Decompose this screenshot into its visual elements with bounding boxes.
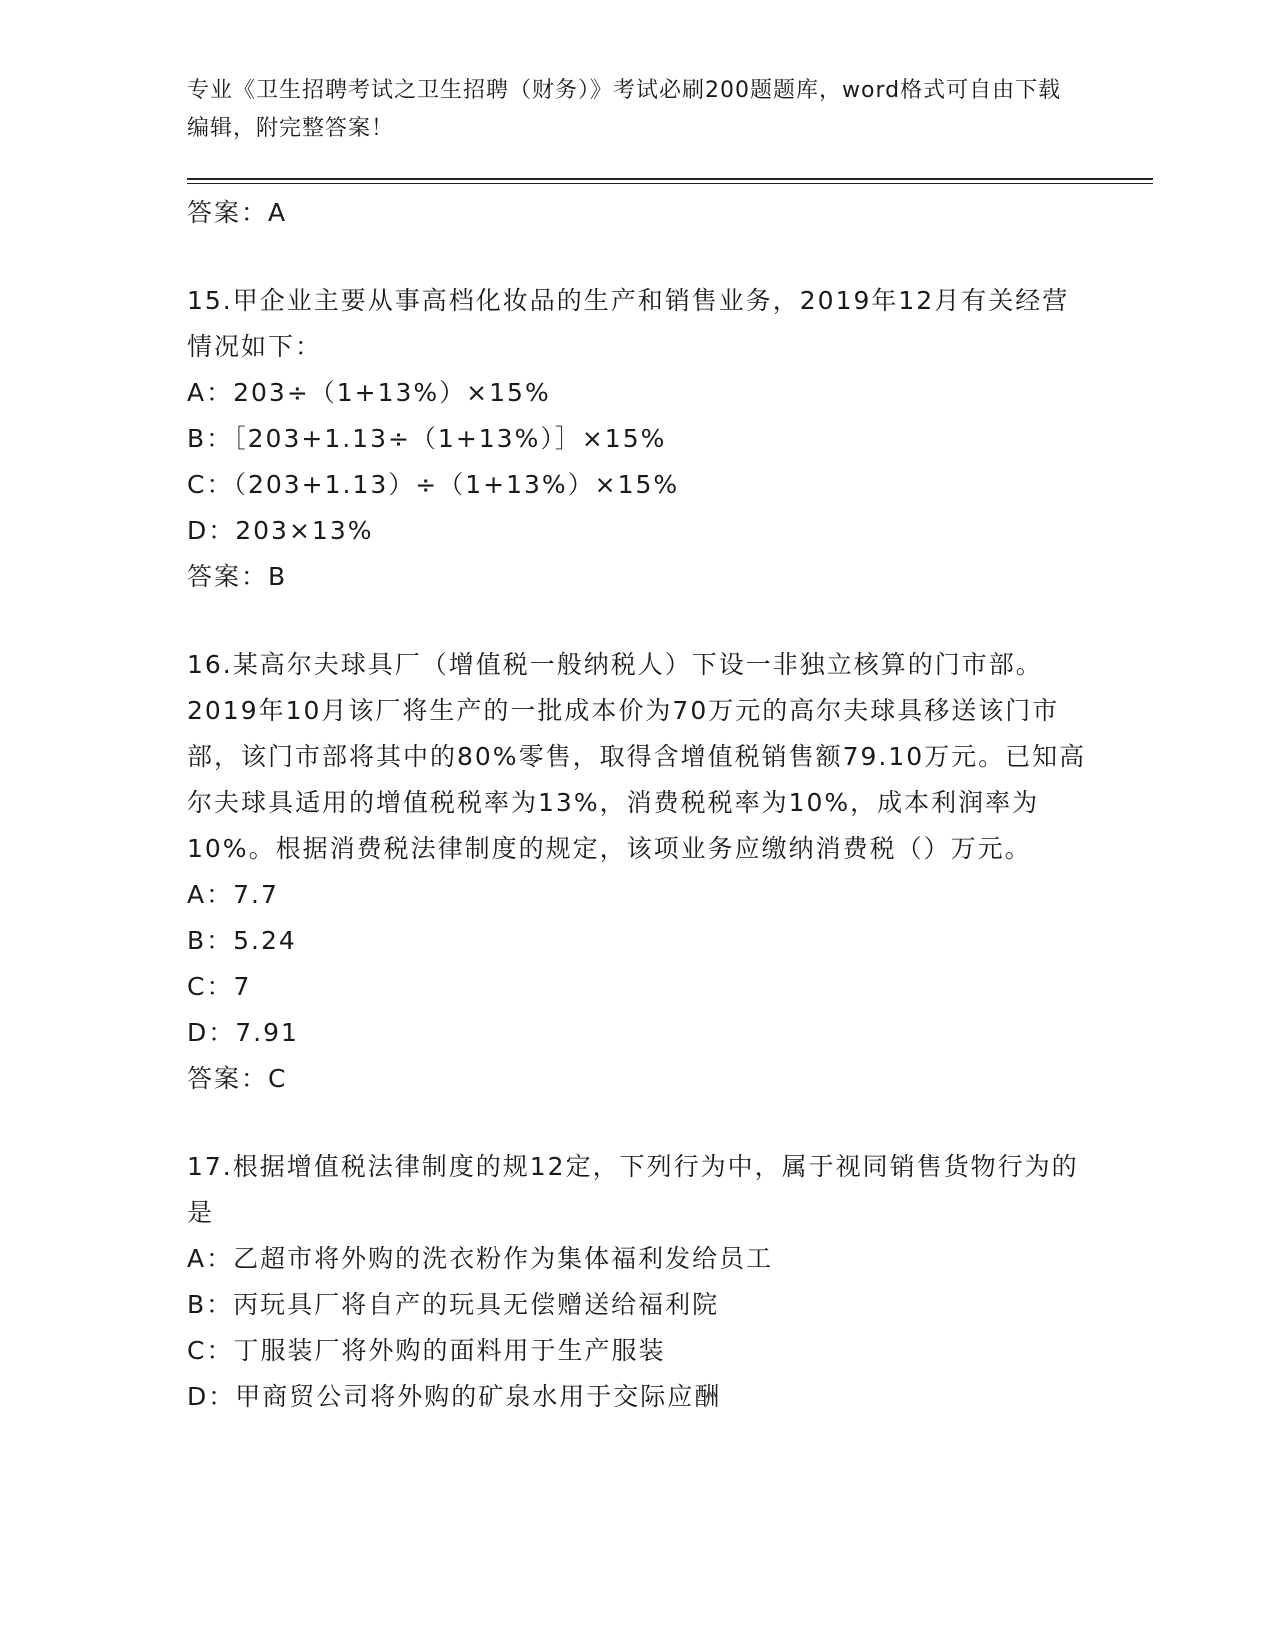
header-divider-thin bbox=[187, 183, 1153, 184]
question-17 bbox=[187, 1144, 1087, 1420]
option-a: A：7.7 bbox=[187, 880, 279, 909]
option-d: D：203×13% bbox=[187, 516, 374, 545]
question-answer: 答案：C bbox=[187, 1064, 288, 1093]
option-c: C：（203+1.13）÷（1+13%）×15% bbox=[187, 470, 680, 499]
header-divider-thick bbox=[187, 178, 1153, 180]
previous-answer: 答案：A bbox=[187, 198, 288, 227]
option-c: C：丁服装厂将外购的面料用于生产服装 bbox=[187, 1336, 666, 1365]
option-a: A：203÷（1+13%）×15% bbox=[187, 378, 551, 407]
question-stem: 15.甲企业主要从事高档化妆品的生产和销售业务，2019年12月有关经营情况如下： bbox=[187, 286, 1070, 361]
option-a: A：乙超市将外购的洗衣粉作为集体福利发给员工 bbox=[187, 1244, 774, 1273]
question-answer: 答案：B bbox=[187, 562, 288, 591]
document-header bbox=[187, 72, 1077, 148]
header-text: 专业《卫生招聘考试之卫生招聘（财务）》考试必刷200题题库，word格式可自由下载编辑，附完整答案！ bbox=[187, 78, 1062, 141]
option-d: D：7.91 bbox=[187, 1018, 299, 1047]
option-b: B：丙玩具厂将自产的玩具无偿赠送给福利院 bbox=[187, 1290, 720, 1319]
document-body bbox=[187, 190, 1087, 1420]
option-c: C：7 bbox=[187, 972, 252, 1001]
option-b: B：5.24 bbox=[187, 926, 297, 955]
question-16 bbox=[187, 642, 1087, 1102]
question-15 bbox=[187, 278, 1087, 600]
option-d: D：甲商贸公司将外购的矿泉水用于交际应酬 bbox=[187, 1382, 722, 1411]
option-b: B：［203+1.13÷（1+13%）］×15% bbox=[187, 424, 667, 453]
question-stem: 17.根据增值税法律制度的规12定，下列行为中，属于视同销售货物行为的是 bbox=[187, 1152, 1079, 1227]
question-stem: 16.某高尔夫球具厂（增值税一般纳税人）下设一非独立核算的门市部。2019年10月该厂将生产的一批成本价为70万元的高尔夫球具移送该门市部，该门市部将其中的80%零售，取得含增值税销售额79.10万元。已知高尔夫球具适用的增值税税率为13%，消费税税率为10%，成本利润率为10%。根据消费税法律制度的规定，该项业务应缴纳消费税（）万元。 bbox=[187, 650, 1087, 863]
